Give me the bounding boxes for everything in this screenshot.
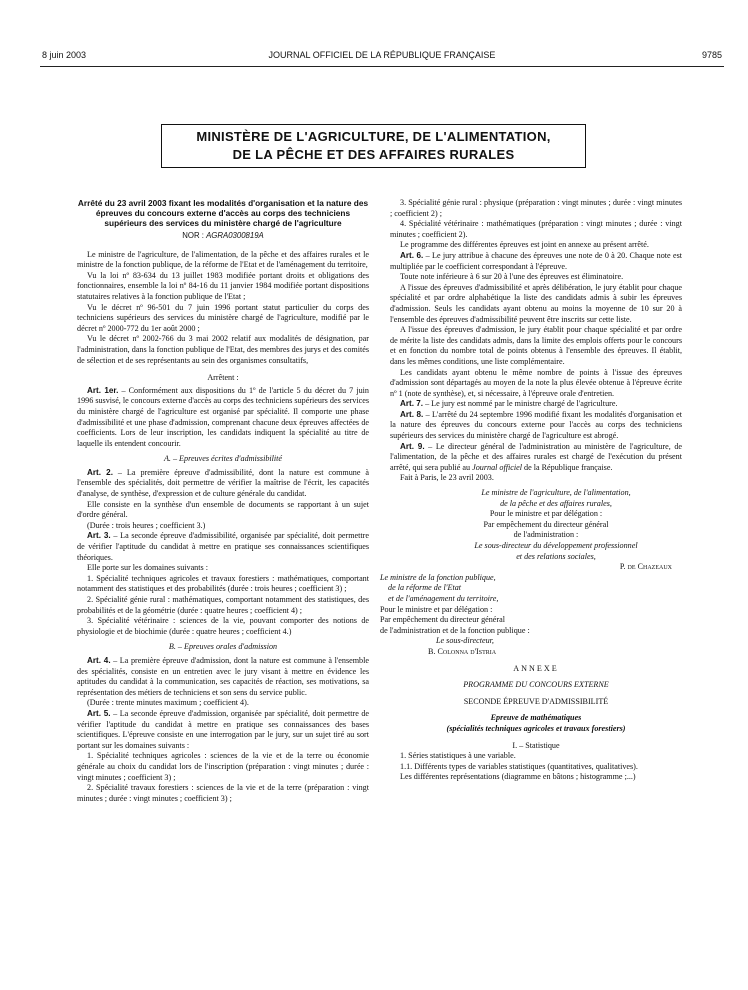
list-item: 1.1. Différents types de variables statistiques (quantitatives, qualitatives). — [400, 761, 638, 771]
section-a-text: A. – Epreuves écrites d'admissibilité — [163, 454, 283, 464]
article-3 — [77, 531, 369, 563]
journal-officiel-italic: Journal officiel — [472, 462, 522, 472]
article-label: Art. 4. — [87, 655, 111, 665]
header-date: 8 juin 2003 — [42, 50, 87, 60]
paragraph: Le ministre de l'agriculture, de l'alimentation, de la pêche et des affaires rurales et le ministre de la fonction publique, de la réforme de l'Etat et de l'aménagement du territoire, — [77, 249, 369, 270]
ministry-line-1: MINISTÈRE DE L'AGRICULTURE, DE L'ALIMENTATION, — [196, 129, 551, 144]
paragraph: A l'issue des épreuves d'admissibilité et après délibération, le jury établit pour chaque spécialité et par ordre alphabétique la liste des candidats admis à subir les épreuves d'admission. Seuls les candidats ayant obtenu au moins la moyenne de 10 sur 20 à l'ensemble des épreuves d'admissibilité peuvent être inscrits sur cette liste. — [390, 282, 682, 324]
article-4 — [77, 656, 369, 698]
article-label: Art. 3. — [87, 531, 111, 541]
article-9 — [390, 442, 682, 474]
paragraph: (Durée : trente minutes maximum ; coefficient 4). — [87, 698, 249, 708]
article-label: Art. 6. — [400, 250, 424, 260]
paragraph: Toute note inférieure à 6 sur 20 à l'une des épreuves est éliminatoire. — [400, 272, 624, 282]
signatory-name: B. Colonna d'Istria — [428, 646, 497, 656]
paragraph: 2. Spécialité génie rural : mathématiques, comportant notamment des statistiques, des probabilités et de la géométrie (durée : quatre heures ; coefficient 4) ; — [77, 595, 369, 615]
article-6 — [390, 251, 682, 272]
left-column — [77, 198, 369, 804]
signatory-line: et de l'aménagement du territoire, — [388, 593, 499, 603]
right-column — [380, 198, 683, 783]
paragraph: 4. Spécialité vétérinaire : mathématiques (préparation : vingt minutes ; durée : vingt minutes ; coefficient 2). — [390, 219, 682, 239]
annexe-heading: ANNEXE — [513, 663, 559, 673]
article-text: – Le jury attribue à chacune des épreuves une note de 0 à 20. Chaque note est multipliée par le coefficient correspondant à l'épreuve. — [390, 250, 682, 271]
signatory-line: Le ministre de l'agriculture, de l'alimentation, — [481, 488, 631, 498]
paragraph: Les candidats ayant obtenu le même nombre de points à l'issue des épreuves d'admission sont départagés au moyen de la note la plus élevée obtenue à l'épreuve écrite nº 1 (note de synthèse), et, si nécessaire, à l'épreuve orale d'entretien. — [390, 367, 682, 398]
header-page-number: 9785 — [701, 50, 722, 60]
article-8 — [390, 410, 682, 442]
fait-a-paris: Fait à Paris, le 23 avril 2003. — [400, 473, 494, 483]
signature-block-agriculture — [390, 488, 682, 573]
paragraph: Elle consiste en la synthèse d'un ensemble de documents se rapportant à un sujet d'ordre général. — [77, 499, 369, 520]
article-text: – Conformément aux dispositions du 1º de l'article 5 du décret du 7 juin 1996 susvisé, le concours externe d'accès au corps des techniciens supérieurs des services du ministère chargé de l'agriculture est organisé par spécialité. Il comporte une phase d'admissibilité et une phase d'admission, comprenant chacune deux épreuves affectées de coefficients. Lors de leur inscription, les candidats indiquent la spécialité au titre de laquelle ils entendent concourir. — [77, 385, 369, 448]
paragraph: 1. Spécialité techniques agricoles et travaux forestiers : mathématiques, comportant notamment des statistiques et des probabilités (durée : trois heures ; coefficient 3) ; — [77, 573, 369, 594]
article-1 — [77, 386, 369, 450]
article-text: – La seconde épreuve d'admission, organisée par spécialité, doit permettre de vérifier l'aptitude du candidat à mettre en pratique ses connaissances des bases scientifiques. L'épreuve consiste en une interrogation par le jury, sur un sujet tiré au sort portant sur les domaines suivants : — [77, 708, 370, 750]
signatory-line: de la réforme de l'Etat — [388, 583, 462, 593]
arretent-heading: Arrêtent : — [207, 373, 239, 383]
epreuve-heading: Epreuve de mathématiques — [490, 713, 582, 723]
article-text: – L'arrêté du 24 septembre 1996 modifié fixant les modalités d'organisation et la nature des épreuves du concours externe pour l'accès au corps des techniciens supérieurs des services du ministère chargé de l'agriculture est abrogé. — [390, 409, 682, 441]
paragraph: 2. Spécialité travaux forestiers : sciences de la vie et de la terre (préparation : vingt minutes ; durée : vingt minutes ; coefficient 3) ; — [77, 783, 369, 803]
paragraph: (Durée : trois heures ; coefficient 3.) — [87, 520, 206, 530]
nor-code: AGRA0300819A — [206, 231, 264, 240]
ministry-box — [161, 124, 586, 168]
paragraph: Le programme des différentes épreuves est joint en annexe au présent arrêté. — [400, 240, 649, 250]
signatory-line: Par empêchement du directeur général — [380, 615, 505, 625]
programme-heading: PROGRAMME DU CONCOURS EXTERNE — [463, 680, 609, 690]
article-label: Art. 8. — [400, 409, 424, 419]
paragraph: 3. Spécialité vétérinaire : sciences de la vie, pouvant comporter des notions de physiologie et de biochimie (durée : quatre heures ; coefficient 4.) — [77, 616, 369, 636]
signatory-line: Le sous-directeur, — [436, 636, 494, 646]
ministry-line-2: DE LA PÊCHE ET DES AFFAIRES RURALES — [232, 147, 515, 162]
article-text: – La première épreuve d'admissibilité, dont la nature est commune à l'ensemble des spécialités, doit permettre de vérifier la maîtrise de l'écrit, les capacités d'analyse, de synthèse, d'expression et de culture générale du candidat. — [77, 467, 370, 499]
list-item: 1. Séries statistiques à une variable. — [400, 751, 516, 761]
article-2 — [77, 468, 369, 500]
epreuve-subheading: (spécialités techniques agricoles et travaux forestiers) — [446, 723, 626, 733]
article-label: Art. 7. — [400, 399, 424, 409]
section-a-heading — [77, 454, 369, 465]
signatory-line: de l'administration et de la fonction publique : — [380, 625, 530, 635]
article-text: – Le jury est nommé par le ministre chargé de l'agriculture. — [423, 399, 618, 409]
header-rule — [40, 66, 724, 67]
article-label: Art. 5. — [87, 708, 111, 718]
paragraph: Vu le décret nº 96-501 du 7 juin 1996 portant statut particulier du corps des techniciens supérieurs des services du ministère chargé de l'agriculture, modifié par le décret nº 2000-772 du 1er août 2000 ; — [77, 302, 369, 333]
article-5 — [77, 709, 369, 751]
signatory-line: Le sous-directeur du développement professionnel — [474, 541, 638, 550]
list-item: Les différentes représentations (diagramme en bâtons ; histogramme ;...) — [400, 772, 636, 782]
paragraph: Vu la loi nº 83-634 du 13 juillet 1983 modifiée portant droits et obligations des fonctionnaires, ensemble la loi nº 84-16 du 11 janvier 1984 modifiée portant dispositions statutaires relatives à la fonction publique de l'Etat ; — [77, 270, 369, 301]
signatory-line: Pour le ministre et par délégation : — [380, 604, 493, 614]
section-b-heading — [77, 642, 369, 653]
nor-label: NOR : — [182, 231, 204, 240]
statistique-heading: I. – Statistique — [512, 740, 560, 750]
signatory-line: Par empêchement du directeur général — [483, 519, 609, 529]
signatory-line: de l'administration : — [513, 530, 579, 540]
seconde-epreuve-heading: SECONDE ÉPREUVE D'ADMISSIBILITÉ — [463, 696, 609, 706]
article-label: Art. 1er. — [87, 385, 119, 395]
paragraph: 1. Spécialité techniques agricoles : sciences de la vie et de la terre ou économie générale au choix du candidat lors de l'inscription (préparation : vingt minutes ; durée : vingt minutes ; coefficient 3) ; — [77, 751, 369, 782]
signatory-line: et des relations sociales, — [516, 551, 596, 561]
paragraph: Elle porte sur les domaines suivants : — [87, 563, 208, 573]
paragraph: A l'issue des épreuves d'admission, le jury établit pour chaque spécialité et par ordre de mérite la liste des candidats admis, dans la limite des emplois offerts pour le concours et en fonction du nombre total de points obtenus à l'ensemble des épreuves. Il établit, dans les mêmes conditions, une liste complémentaire. — [390, 325, 682, 366]
paragraph: Vu le décret nº 2002-766 du 3 mai 2002 relatif aux modalités de désignation, par l'administration, dans la fonction publique de l'Etat, des membres des jurys et des comités de sélection et de ses représentants au sein des organismes consultatifs, — [77, 334, 369, 365]
article-label: Art. 2. — [87, 467, 113, 477]
page-header — [42, 50, 722, 64]
article-text-end: de la République française. — [522, 462, 613, 472]
article-text: – Le directeur général de l'administration au ministère de l'agriculture, de l'alimentation, de la pêche et des affaires rurales est chargé de l'exécution du présent arrêté, qui sera publié au — [390, 441, 683, 472]
nor-reference — [77, 231, 369, 242]
paragraph: 3. Spécialité génie rural : physique (préparation : vingt minutes ; durée : vingt minutes ; coefficient 2) ; — [390, 198, 682, 218]
signatory-line: de la pêche et des affaires rurales, — [500, 498, 612, 508]
signatory-line: Le ministre de la fonction publique, — [380, 572, 496, 582]
signatory-line: Pour le ministre et par délégation : — [489, 509, 603, 519]
section-b-text: B. – Epreuves orales d'admission — [168, 642, 278, 652]
article-text: – La seconde épreuve d'admissibilité, organisée par spécialité, doit permettre de vérifier l'aptitude du candidat à mettre en pratique ses connaissances scientifiques théoriques. — [77, 531, 369, 562]
signatory-name: P. de Chazeaux — [619, 562, 672, 572]
header-journal: JOURNAL OFFICIEL DE LA RÉPUBLIQUE FRANÇAISE — [268, 50, 496, 60]
signature-block-fonction-publique — [380, 573, 682, 658]
article-7 — [390, 399, 682, 410]
article-text: – La première épreuve d'admission, dont la nature est commune à l'ensemble des spécialités, consiste en un entretien avec le jury visant à mettre en évidence les aptitudes du candidat à la communication, ses capacités de réaction, ses motivations, sa représentation des métiers de techniciens et son sens du service public. — [77, 655, 369, 697]
decree-title: Arrêté du 23 avril 2003 fixant les modalités d'organisation et la nature des épreuves du concours externe d'accès au corps des techniciens supérieurs des services du ministère chargé de l'agriculture — [77, 198, 369, 228]
article-label: Art. 9. — [400, 441, 425, 451]
